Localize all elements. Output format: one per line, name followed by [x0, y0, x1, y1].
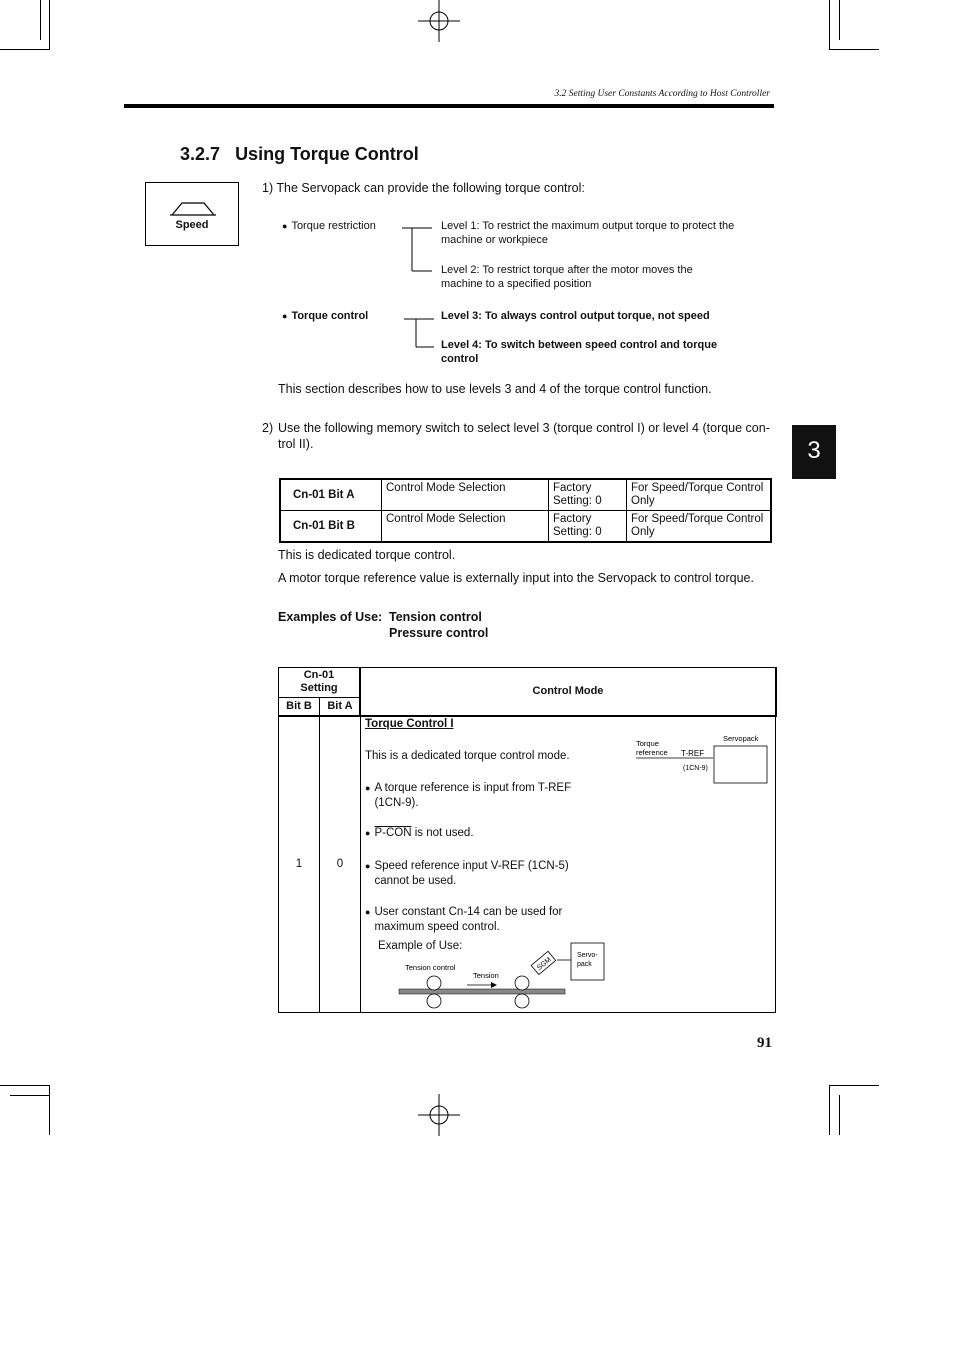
- item1-note: This section describes how to use levels 3 and 4 of the torque control function.: [278, 382, 712, 396]
- control-mode-table: [278, 667, 776, 1013]
- switch-for: For Speed/Torque Control Only: [627, 511, 772, 543]
- bit-a-value: 0: [336, 858, 344, 870]
- crop-mark: [829, 1085, 830, 1135]
- bit-a-header: Bit A: [327, 700, 353, 712]
- svg-text:reference: reference: [636, 748, 668, 757]
- switch-desc: Control Mode Selection: [382, 479, 549, 511]
- section-title: [180, 144, 419, 165]
- speed-box: [145, 182, 239, 246]
- mode-description: This is a dedicated torque control mode.: [365, 750, 570, 762]
- crop-mark: [839, 1095, 840, 1135]
- section-title-text: Using Torque Control: [235, 144, 419, 164]
- section-number: 3.2.7: [180, 144, 221, 164]
- switch-name: Cn-01 Bit B: [280, 511, 382, 543]
- running-head: 3.2 Setting User Constants According to Host Controller: [554, 89, 770, 99]
- tension-control-label: Tension control: [405, 963, 456, 972]
- item1-intro: 1) The Servopack can provide the following torque control:: [262, 181, 585, 195]
- roller-icon: [427, 976, 441, 990]
- roller-icon: [427, 994, 441, 1008]
- speed-label: Speed: [175, 219, 209, 231]
- registration-mark-top: [418, 0, 460, 42]
- tension-label: Tension: [473, 971, 499, 980]
- bullet-tref: ● A torque reference is input from T-REF (1CN-9).: [365, 781, 595, 811]
- mode-heading: Torque Control I: [365, 718, 454, 730]
- servo-label: Servo-: [577, 952, 598, 959]
- torque-control-label: ● Torque control: [282, 309, 368, 323]
- level2-text: Level 2: To restrict torque after the motor moves the machine to a specified position: [441, 264, 693, 290]
- memory-switch-table: [279, 478, 772, 543]
- crop-mark: [829, 0, 830, 50]
- example-pressure: Pressure control: [389, 626, 489, 640]
- switch-factory: Factory Setting: 0: [549, 479, 627, 511]
- bracket-control: [402, 316, 442, 350]
- crop-mark: [829, 49, 879, 50]
- motor-ref-text: A motor torque reference value is externally input into the Servopack to control torque.: [278, 571, 754, 585]
- example-of-use: Example of Use:: [378, 940, 463, 952]
- svg-text:pack: pack: [577, 961, 592, 968]
- bullet-cn14: ● User constant Cn-14 can be used for maximum speed control.: [365, 905, 595, 935]
- registration-mark-bottom: [418, 1094, 460, 1136]
- page-number: 91: [757, 1035, 772, 1051]
- bit-b-value: 1: [295, 858, 303, 870]
- control-mode-header: Control Mode: [532, 685, 604, 697]
- crop-mark: [40, 0, 41, 40]
- speed-profile-icon: [146, 183, 238, 223]
- roller-icon: [515, 994, 529, 1008]
- torque-ref-label: Torque: [636, 739, 659, 748]
- table-row: [280, 511, 771, 543]
- level4-text: Level 4: To switch between speed control and torque control: [441, 339, 718, 365]
- level3-text: Level 3: To always control output torque, not speed: [441, 310, 710, 322]
- switch-factory: Factory Setting: 0: [549, 511, 627, 543]
- bit-b-header: Bit B: [286, 700, 312, 712]
- examples-label: Examples of Use:: [278, 610, 383, 624]
- crop-mark: [839, 0, 840, 40]
- crop-mark: [0, 49, 50, 50]
- tension-diagram: [397, 940, 607, 1010]
- tref-diagram: [629, 730, 775, 790]
- table-row: [280, 479, 771, 511]
- crop-mark: [10, 1095, 50, 1096]
- example-tension: Tension control: [389, 610, 482, 624]
- bracket-restriction: [400, 226, 440, 274]
- switch-name: Cn-01 Bit A: [280, 479, 382, 511]
- bullet-vref: ● Speed reference input V-REF (1CN-5) cannot be used.: [365, 859, 595, 889]
- servopack-label: Servopack: [723, 734, 759, 743]
- pin-label: (1CN-9): [683, 765, 708, 772]
- servopack-box: [714, 746, 767, 783]
- bullet-pcon: ● P-CON is not used.: [365, 827, 474, 839]
- level1-text: Level 1: To restrict the maximum output torque to protect the machine or workpiece: [441, 220, 735, 246]
- bullet: [365, 905, 374, 935]
- crop-mark: [49, 1085, 50, 1135]
- crop-mark: [829, 1085, 879, 1086]
- switch-desc: Control Mode Selection: [382, 511, 549, 543]
- item2-text: Use the following memory switch to select level 3 (torque control I) or level 4 (torque con- trol II).: [278, 421, 770, 451]
- chapter-thumb-tab: 3: [792, 425, 836, 479]
- bullet: [365, 859, 374, 889]
- header-rule: [124, 104, 774, 108]
- bullet: [365, 781, 374, 811]
- crop-mark: [0, 1085, 50, 1086]
- tref-label: T-REF: [681, 749, 705, 758]
- sgm-motor: [531, 951, 556, 974]
- switch-for: For Speed/Torque Control Only: [627, 479, 772, 511]
- roller-icon: [515, 976, 529, 990]
- svg-text:SGM: SGM: [536, 956, 553, 972]
- dedicated-text: This is dedicated torque control.: [278, 548, 456, 562]
- web-material: [399, 989, 565, 994]
- item2-number: 2): [262, 421, 274, 435]
- pcon-signal: P-CON: [374, 827, 412, 839]
- crop-mark: [49, 0, 50, 50]
- torque-restriction-label: ● Torque restriction: [282, 219, 376, 233]
- cn01-setting-header: Cn-01 Setting: [300, 669, 338, 694]
